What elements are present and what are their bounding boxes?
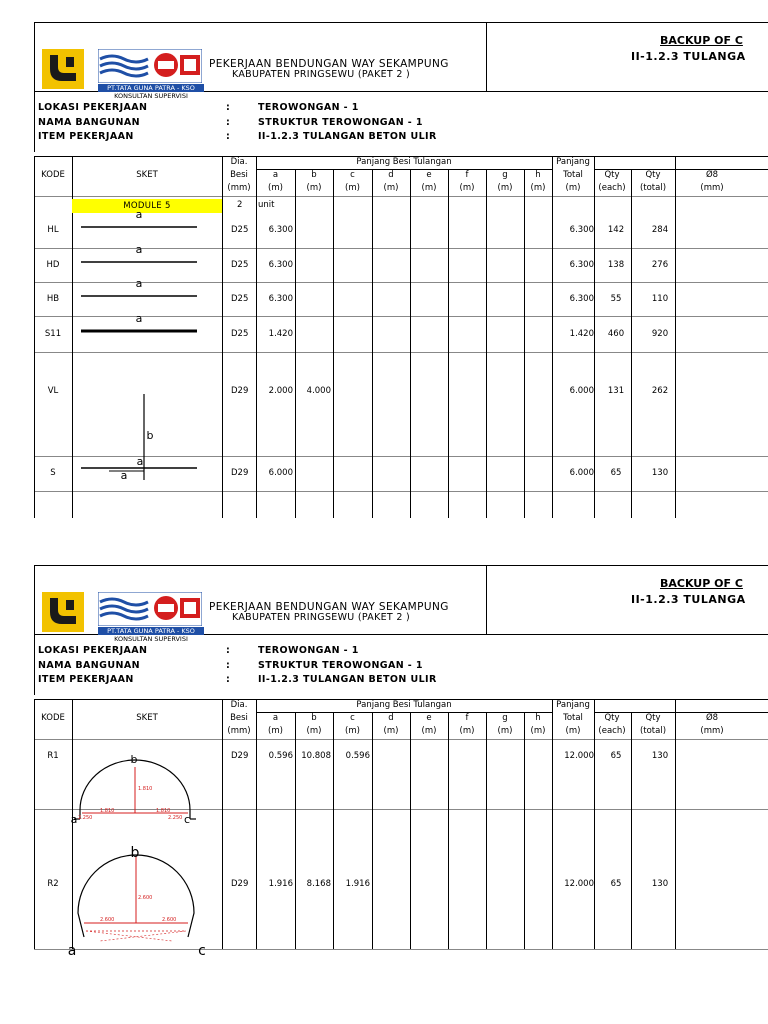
straight-bar-sketch bbox=[79, 222, 229, 232]
row-total: 6.300 bbox=[569, 260, 594, 270]
row-total: 1.420 bbox=[569, 329, 594, 339]
rebar-table bbox=[34, 699, 768, 959]
row-dia: D29 bbox=[231, 468, 249, 478]
col-unit: (m) bbox=[306, 183, 322, 193]
col-unit: (m) bbox=[497, 183, 513, 193]
col-h-header: h bbox=[535, 170, 541, 180]
row-qty-total: 130 bbox=[651, 751, 669, 761]
col-b-header: b bbox=[311, 170, 317, 180]
col-total-header: Panjang bbox=[556, 700, 590, 710]
dimension-label: 2.600 bbox=[138, 895, 153, 901]
company-role: KONSULTAN SUPERVISI bbox=[114, 635, 188, 643]
sketch-label-a: a bbox=[67, 943, 77, 959]
sketch-label-b: b bbox=[146, 429, 154, 442]
company-logo-icon bbox=[98, 49, 202, 83]
col-dia-header: Dia. bbox=[230, 157, 248, 167]
sketch-label-c: c bbox=[198, 943, 206, 959]
pu-logo-icon bbox=[42, 49, 84, 89]
dimension-label: 2.250 bbox=[78, 815, 93, 821]
row-len-a: 2.000 bbox=[268, 386, 293, 396]
col-a-header: a bbox=[272, 170, 279, 180]
row-qty-total: 284 bbox=[651, 225, 669, 235]
info-value: STRUKTUR TEROWONGAN - 1 bbox=[258, 117, 423, 128]
row-dia: D25 bbox=[231, 329, 249, 339]
row-len-b: 8.168 bbox=[306, 879, 331, 889]
col-unit: (m) bbox=[530, 726, 546, 736]
row-dia: D25 bbox=[231, 294, 249, 304]
col-d-header: d bbox=[388, 713, 394, 723]
pu-logo-icon bbox=[42, 592, 84, 632]
row-line bbox=[34, 196, 768, 197]
col-unit: (m) bbox=[268, 183, 283, 193]
col-qty-total-header: (total) bbox=[639, 183, 667, 193]
col-kode-header: KODE bbox=[41, 170, 65, 180]
backup-title: BACKUP OF C bbox=[660, 577, 743, 590]
rebar-table bbox=[34, 156, 768, 518]
col-total-header: Total bbox=[563, 713, 583, 723]
sketch-label-a: a bbox=[135, 208, 143, 221]
row-kode: HD bbox=[46, 260, 60, 270]
info-value: TEROWONGAN - 1 bbox=[258, 645, 359, 656]
row-total: 6.300 bbox=[569, 225, 594, 235]
column-line bbox=[256, 156, 257, 518]
column-line bbox=[333, 169, 334, 518]
col-dia8-header: (mm) bbox=[700, 726, 724, 736]
straight-bar-sketch bbox=[79, 465, 229, 477]
row-len-b: 10.808 bbox=[301, 751, 331, 761]
sketch-label-b: b bbox=[130, 845, 140, 861]
row-qty-total: 130 bbox=[651, 468, 669, 478]
info-colon: : bbox=[226, 131, 231, 142]
col-dia8-header: Ø8 bbox=[705, 713, 719, 723]
col-e-header: e bbox=[426, 170, 432, 180]
row-len-b: 4.000 bbox=[306, 386, 331, 396]
col-qty-each-header: (each) bbox=[598, 183, 626, 193]
module-label: MODULE 5 bbox=[72, 199, 222, 213]
row-kode: HB bbox=[46, 294, 60, 304]
col-panjang-group-header: Panjang Besi Tulangan bbox=[356, 700, 452, 710]
sketch-label-a: a bbox=[120, 469, 128, 482]
header-sub-line bbox=[256, 712, 553, 713]
row-kode: S11 bbox=[44, 329, 62, 339]
col-dia-header: (mm) bbox=[227, 183, 251, 193]
row-dia: D29 bbox=[231, 879, 249, 889]
column-line bbox=[675, 156, 676, 518]
row-total: 6.000 bbox=[569, 386, 594, 396]
column-line bbox=[333, 712, 334, 949]
info-colon: : bbox=[226, 660, 231, 671]
column-line bbox=[524, 712, 525, 949]
col-h-header: h bbox=[535, 713, 541, 723]
col-c-header: c bbox=[350, 713, 355, 723]
column-line bbox=[256, 699, 257, 949]
col-total-header: (m) bbox=[565, 726, 581, 736]
column-line bbox=[486, 712, 487, 949]
backup-title: BACKUP OF C bbox=[660, 34, 743, 47]
col-dia-header: Dia. bbox=[230, 700, 248, 710]
dimension-label: 2.600 bbox=[162, 917, 177, 923]
col-unit: (m) bbox=[383, 726, 399, 736]
column-line bbox=[594, 156, 595, 518]
col-g-header: g bbox=[502, 713, 508, 723]
row-line bbox=[34, 352, 768, 353]
col-c-header: c bbox=[350, 170, 355, 180]
col-b-header: b bbox=[311, 713, 317, 723]
sketch-label-a: a bbox=[135, 277, 143, 290]
dimension-line bbox=[100, 931, 186, 941]
column-line bbox=[295, 169, 296, 518]
col-e-header: e bbox=[426, 713, 432, 723]
sketch-label-c: c bbox=[183, 813, 191, 826]
row-dia: D29 bbox=[231, 386, 249, 396]
sketch-label-a: a bbox=[135, 243, 143, 256]
col-sket-header: SKET bbox=[136, 170, 158, 180]
row-line bbox=[34, 282, 768, 283]
row-len-a: 6.300 bbox=[268, 225, 293, 235]
module-count: 2 bbox=[237, 200, 243, 210]
arch-bar-sketch bbox=[72, 755, 222, 835]
info-label: ITEM PEKERJAAN bbox=[38, 131, 134, 142]
col-g-header: g bbox=[502, 170, 508, 180]
col-dia8-header: Ø8 bbox=[705, 170, 719, 180]
column-line bbox=[372, 712, 373, 949]
info-label: LOKASI PEKERJAAN bbox=[38, 102, 148, 113]
row-len-a: 6.000 bbox=[268, 468, 293, 478]
col-f-header: f bbox=[465, 170, 469, 180]
dimension-label: 2.600 bbox=[100, 917, 115, 923]
col-qty-total-header: (total) bbox=[639, 726, 667, 736]
column-line bbox=[675, 699, 676, 949]
row-kode: VL bbox=[47, 386, 59, 396]
dimension-line bbox=[86, 931, 172, 941]
row-len-a: 0.596 bbox=[268, 751, 293, 761]
row-len-a: 1.420 bbox=[268, 329, 293, 339]
dimension-label: 1.810 bbox=[100, 808, 115, 814]
row-kode: R2 bbox=[47, 879, 59, 889]
col-unit: (m) bbox=[268, 726, 283, 736]
header-sub-line bbox=[256, 169, 553, 170]
col-f-header: f bbox=[465, 713, 469, 723]
col-unit: (m) bbox=[345, 183, 360, 193]
column-line bbox=[448, 169, 449, 518]
sheet-subtitle: II-1.2.3 TULANGA bbox=[631, 593, 746, 606]
sketch-label-a: a bbox=[136, 455, 144, 468]
row-qty-each: 460 bbox=[607, 329, 625, 339]
project-location: KABUPATEN PRINGSEWU (PAKET 2 ) bbox=[232, 612, 410, 623]
row-line bbox=[34, 949, 768, 950]
col-sket-header: SKET bbox=[136, 713, 158, 723]
row-len-a: 1.916 bbox=[268, 879, 293, 889]
dimension-label: 1.810 bbox=[156, 808, 171, 814]
info-label: ITEM PEKERJAAN bbox=[38, 674, 134, 685]
company-role: KONSULTAN SUPERVISI bbox=[114, 92, 188, 100]
column-line bbox=[448, 712, 449, 949]
module-unit: unit bbox=[258, 200, 275, 210]
info-label: NAMA BANGUNAN bbox=[38, 660, 140, 671]
row-line bbox=[34, 491, 768, 492]
row-qty-each: 65 bbox=[610, 879, 622, 889]
company-name-text: PT.TATA GUNA PATRA - KSO bbox=[98, 627, 204, 635]
col-panjang-group-header: Panjang Besi Tulangan bbox=[356, 157, 452, 167]
sketch-label-b: b bbox=[130, 753, 138, 766]
info-label: LOKASI PEKERJAAN bbox=[38, 645, 148, 656]
col-unit: (m) bbox=[459, 726, 475, 736]
dimension-label: 1.810 bbox=[138, 786, 153, 792]
col-qty-total-header: Qty bbox=[645, 713, 661, 723]
header-divider bbox=[486, 565, 487, 635]
row-line bbox=[34, 316, 768, 317]
row-line bbox=[34, 739, 768, 740]
col-qty-each-header: (each) bbox=[598, 726, 626, 736]
arch-bar-sketch bbox=[72, 833, 222, 943]
col-a-header: a bbox=[272, 713, 279, 723]
col-qty-total-header: Qty bbox=[645, 170, 661, 180]
info-value: II-1.2.3 TULANGAN BETON ULIR bbox=[258, 674, 437, 685]
col-unit: (m) bbox=[306, 726, 322, 736]
row-kode: R1 bbox=[47, 751, 59, 761]
project-title: PEKERJAAN BENDUNGAN WAY SEKAMPUNG bbox=[209, 601, 449, 613]
row-len-c: 0.596 bbox=[345, 751, 370, 761]
info-colon: : bbox=[226, 674, 231, 685]
company-name bbox=[98, 84, 204, 100]
col-qty-each-header: Qty bbox=[604, 713, 620, 723]
col-dia-header: (mm) bbox=[227, 726, 251, 736]
column-line bbox=[34, 699, 35, 949]
row-qty-each: 142 bbox=[607, 225, 625, 235]
row-qty-each: 55 bbox=[610, 294, 622, 304]
sketch-label-a: a bbox=[135, 312, 143, 325]
col-total-header: (m) bbox=[565, 183, 581, 193]
col-qty-each-header: Qty bbox=[604, 170, 620, 180]
col-unit: (m) bbox=[459, 183, 475, 193]
col-unit: (m) bbox=[383, 183, 399, 193]
col-dia-header: Besi bbox=[230, 170, 248, 180]
sheet-1 bbox=[34, 22, 768, 518]
row-total: 12.000 bbox=[564, 879, 594, 889]
info-colon: : bbox=[226, 102, 231, 113]
row-dia: D25 bbox=[231, 225, 249, 235]
row-kode: S bbox=[50, 468, 56, 478]
column-line bbox=[410, 712, 411, 949]
row-qty-each: 65 bbox=[610, 468, 622, 478]
column-line bbox=[410, 169, 411, 518]
info-value: II-1.2.3 TULANGAN BETON ULIR bbox=[258, 131, 437, 142]
column-line bbox=[372, 169, 373, 518]
row-line bbox=[34, 248, 768, 249]
project-title: PEKERJAAN BENDUNGAN WAY SEKAMPUNG bbox=[209, 58, 449, 70]
row-qty-each: 138 bbox=[607, 260, 625, 270]
col-unit: (m) bbox=[421, 726, 437, 736]
column-line bbox=[524, 169, 525, 518]
col-dia-header: Besi bbox=[230, 713, 248, 723]
info-value: STRUKTUR TEROWONGAN - 1 bbox=[258, 660, 423, 671]
col-dia8-header: (mm) bbox=[700, 183, 724, 193]
row-len-c: 1.916 bbox=[345, 879, 370, 889]
column-line bbox=[222, 156, 223, 518]
column-line bbox=[552, 699, 553, 949]
column-line bbox=[594, 699, 595, 949]
project-location: KABUPATEN PRINGSEWU (PAKET 2 ) bbox=[232, 69, 410, 80]
sheet-subtitle: II-1.2.3 TULANGA bbox=[631, 50, 746, 63]
company-name bbox=[98, 627, 204, 643]
company-logo-icon bbox=[98, 592, 202, 626]
row-len-a: 6.300 bbox=[268, 294, 293, 304]
col-unit: (m) bbox=[345, 726, 360, 736]
straight-bar-sketch bbox=[79, 257, 229, 267]
company-name-text: PT.TATA GUNA PATRA - KSO bbox=[98, 84, 204, 92]
column-line bbox=[631, 169, 632, 518]
row-qty-each: 131 bbox=[607, 386, 625, 396]
col-unit: (m) bbox=[497, 726, 513, 736]
row-qty-total: 920 bbox=[651, 329, 669, 339]
col-kode-header: KODE bbox=[41, 713, 65, 723]
column-line bbox=[34, 156, 35, 518]
row-total: 12.000 bbox=[564, 751, 594, 761]
row-qty-total: 276 bbox=[651, 260, 669, 270]
column-line bbox=[631, 712, 632, 949]
info-colon: : bbox=[226, 117, 231, 128]
dimension-label: 2.250 bbox=[168, 815, 183, 821]
row-qty-each: 65 bbox=[610, 751, 622, 761]
column-line bbox=[552, 156, 553, 518]
col-total-header: Panjang bbox=[556, 157, 590, 167]
header-sub-line bbox=[594, 169, 768, 170]
column-line bbox=[486, 169, 487, 518]
header-sub-line bbox=[594, 712, 768, 713]
col-d-header: d bbox=[388, 170, 394, 180]
row-qty-total: 130 bbox=[651, 879, 669, 889]
row-dia: D25 bbox=[231, 260, 249, 270]
straight-bar-sketch bbox=[79, 326, 229, 336]
info-label: NAMA BANGUNAN bbox=[38, 117, 140, 128]
sketch-label-a: a bbox=[70, 813, 78, 826]
row-kode: HL bbox=[47, 225, 59, 235]
row-total: 6.300 bbox=[569, 294, 594, 304]
header-divider bbox=[486, 22, 487, 92]
sheet-2 bbox=[34, 565, 768, 959]
straight-bar-sketch bbox=[79, 291, 229, 301]
row-qty-total: 110 bbox=[651, 294, 669, 304]
info-colon: : bbox=[226, 645, 231, 656]
info-value: TEROWONGAN - 1 bbox=[258, 102, 359, 113]
column-line bbox=[222, 699, 223, 949]
col-total-header: Total bbox=[563, 170, 583, 180]
row-dia: D29 bbox=[231, 751, 249, 761]
row-len-a: 6.300 bbox=[268, 260, 293, 270]
col-unit: (m) bbox=[421, 183, 437, 193]
row-qty-total: 262 bbox=[651, 386, 669, 396]
column-line bbox=[295, 712, 296, 949]
col-unit: (m) bbox=[530, 183, 546, 193]
row-total: 6.000 bbox=[569, 468, 594, 478]
